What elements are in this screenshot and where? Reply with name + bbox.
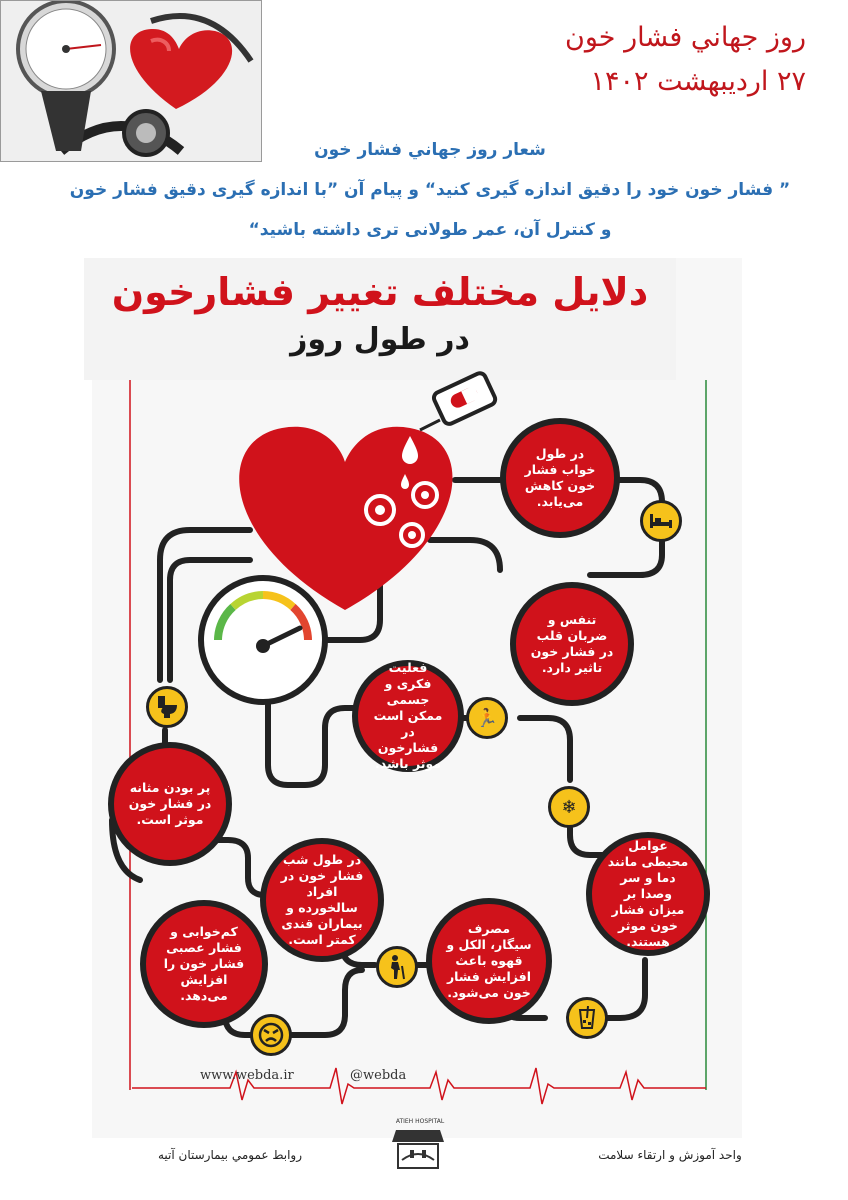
social-handle: @webda xyxy=(350,1068,407,1083)
bubble-bladder: پر بودن مثانه در فشار خون موثر است. xyxy=(108,742,232,866)
hospital-logo xyxy=(392,1130,444,1168)
bubble-breathing: تنفس و ضربان قلب در فشار خون تاثیر دارد. xyxy=(510,582,634,706)
bubble-smoking: مصرف سیگار، الکل و قهوه باعث افزایش فشار خون می‌شود. xyxy=(426,898,552,1024)
pressure-gauge-icon xyxy=(201,578,325,702)
weather-thermometer-icon: ❄ xyxy=(548,786,590,828)
slogan-heading: شعار روز جهاني فشار خون xyxy=(314,140,546,160)
header-date: ۲۷ ارديبهشت ۱۴۰۲ xyxy=(590,66,806,97)
bubble-environment: عوامل محیطی مانند دما و سر وصدا بر میزان فشار خون موثر هستند. xyxy=(586,832,710,956)
poster-title: دلایل مختلف تغییر فشارخون xyxy=(111,270,649,314)
bubble-sleep: در طول خواب فشار خون کاهش می‌یابد. xyxy=(500,418,620,538)
angry-face-icon xyxy=(250,1014,292,1056)
running-people-icon: 🏃 xyxy=(466,697,508,739)
bubble-activity: فعلیت فکری و جسمی ممکن است در فشارخون موثر باشد. xyxy=(352,660,464,772)
medicine-bottle-icon xyxy=(432,371,497,425)
header-title: روز جهاني فشار خون xyxy=(565,22,806,53)
poster-subtitle: در طول روز xyxy=(290,322,470,357)
website-link[interactable]: www.webda.ir xyxy=(200,1068,294,1083)
drink-glass-icon xyxy=(566,997,608,1039)
bubble-night-elderly: در طول شب فشار خون در افراد سالخورده و بیماران قندی کمتر است. xyxy=(260,838,384,962)
slogan-line: و کنترل آن، عمر طولانی تری داشته باشید“ xyxy=(248,220,612,240)
footer-public-relations: روابط عمومي بيمارستان آتيه xyxy=(157,1148,303,1162)
elderly-person-icon xyxy=(376,946,418,988)
hospital-logo-text: ATIEH HOSPITAL xyxy=(395,1118,445,1125)
toilet-icon xyxy=(146,686,188,728)
bubble-insomnia: کم‌خوابی و فشار عصبی فشار خون را افزایش می‌دهد. xyxy=(140,900,268,1028)
bed-icon xyxy=(640,500,682,542)
slogan-line: ” فشار خون خود را دقیق اندازه گیری کنید“ و پیام آن ”با اندازه گیری دقیق فشار خون xyxy=(69,180,791,200)
footer-education-unit: واحد آموزش و ارتقاء سلامت xyxy=(598,1148,742,1162)
